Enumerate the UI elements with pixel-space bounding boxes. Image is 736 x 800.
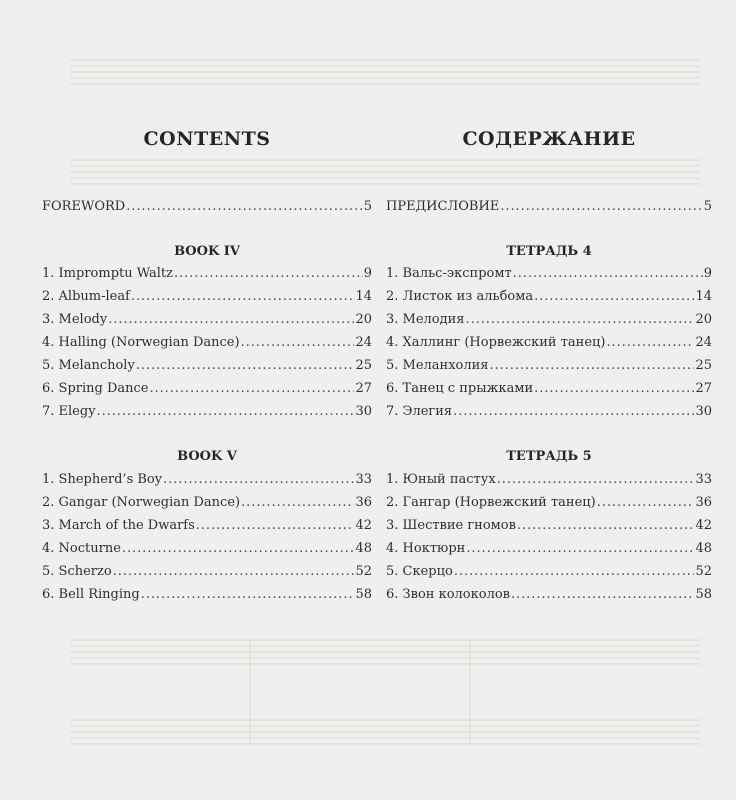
toc-entry[interactable]	[386, 495, 712, 517]
toc-entry[interactable]	[386, 381, 712, 403]
entry-title: 2. Гангар (Норвежский танец)	[386, 495, 596, 510]
entry-title: 3. March of the Dwarfs	[42, 518, 195, 533]
entry-title: 4. Halling (Norwegian Dance)	[42, 335, 240, 350]
entry-title: 1. Юный пастух	[386, 472, 496, 487]
dot-leader	[174, 266, 363, 281]
entry-page: 48	[695, 541, 712, 556]
dot-leader	[513, 266, 703, 281]
entry-title: 5. Меланхолия	[386, 358, 489, 373]
entry-page: 14	[355, 289, 372, 304]
toc-entry[interactable]	[42, 587, 372, 609]
dot-leader	[511, 587, 694, 602]
book-heading: BOOK V	[177, 449, 237, 464]
toc-entry[interactable]	[42, 266, 372, 288]
entry-title: 4. Ноктюрн	[386, 541, 466, 556]
entry-page: 5	[363, 199, 372, 214]
dot-leader	[241, 335, 355, 350]
toc-entry[interactable]	[386, 358, 712, 380]
toc-entry-foreword[interactable]	[386, 199, 712, 221]
dot-leader	[534, 289, 694, 304]
dot-leader	[453, 404, 694, 419]
toc-entry[interactable]	[42, 495, 372, 517]
dot-leader	[136, 358, 355, 373]
dot-leader	[466, 541, 694, 556]
book-heading: BOOK IV	[174, 244, 240, 259]
dot-leader	[466, 312, 695, 327]
contents-title: CONTENTS	[143, 128, 271, 150]
dot-leader	[126, 199, 363, 214]
toc-entry[interactable]	[386, 587, 712, 609]
entry-page: 33	[695, 472, 712, 487]
toc-entry[interactable]	[42, 518, 372, 540]
entry-page: 27	[695, 381, 712, 396]
dot-leader	[606, 335, 694, 350]
entry-title: 1. Impromptu Waltz	[42, 266, 173, 281]
entry-page: 9	[703, 266, 712, 281]
toc-entry[interactable]	[42, 335, 372, 357]
entry-page: 25	[695, 358, 712, 373]
toc-entry[interactable]	[42, 472, 372, 494]
entry-page: 33	[355, 472, 372, 487]
toc-entry[interactable]	[386, 472, 712, 494]
toc-entry[interactable]	[386, 266, 712, 288]
toc-entry[interactable]	[386, 312, 712, 334]
toc-entry[interactable]	[386, 564, 712, 586]
entry-title: 1. Shepherd’s Boy	[42, 472, 163, 487]
dot-leader	[597, 495, 695, 510]
entry-page: 27	[355, 381, 372, 396]
dot-leader	[517, 518, 695, 533]
entry-page: 58	[695, 587, 712, 602]
dot-leader	[131, 289, 355, 304]
book-heading: ТЕТРАДЬ 5	[506, 449, 592, 464]
entry-page: 20	[695, 312, 712, 327]
entry-page: 42	[695, 518, 712, 533]
toc-entry[interactable]	[42, 564, 372, 586]
entry-title: 2. Album-leaf	[42, 289, 130, 304]
entry-title: 6. Spring Dance	[42, 381, 149, 396]
entry-page: 58	[355, 587, 372, 602]
dot-leader	[149, 381, 354, 396]
entry-page: 30	[695, 404, 712, 419]
toc-entry[interactable]	[42, 541, 372, 563]
entry-title: 1. Вальс-экспромт	[386, 266, 512, 281]
dot-leader	[500, 199, 702, 214]
dot-leader	[113, 564, 355, 579]
dot-leader	[534, 381, 694, 396]
entry-title: 7. Elegy	[42, 404, 96, 419]
entry-page: 24	[355, 335, 372, 350]
entry-page: 36	[355, 495, 372, 510]
entry-page: 20	[355, 312, 372, 327]
toc-entry[interactable]	[386, 518, 712, 540]
entry-title: 5. Melancholy	[42, 358, 135, 373]
toc-entry-foreword[interactable]	[42, 199, 372, 221]
contents-title: СОДЕРЖАНИЕ	[462, 128, 636, 150]
entry-page: 52	[695, 564, 712, 579]
entry-title: 5. Scherzo	[42, 564, 112, 579]
toc-entry[interactable]	[386, 404, 712, 426]
entry-title: 6. Bell Ringing	[42, 587, 140, 602]
book-heading: ТЕТРАДЬ 4	[506, 244, 592, 259]
dot-leader	[141, 587, 355, 602]
entry-title: 4. Халлинг (Норвежский танец)	[386, 335, 606, 350]
entry-page: 42	[355, 518, 372, 533]
dot-leader	[122, 541, 355, 556]
entry-page: 30	[355, 404, 372, 419]
entry-title: 3. Шествие гномов	[386, 518, 516, 533]
entry-page: 25	[355, 358, 372, 373]
entry-title: FOREWORD	[42, 199, 126, 214]
entry-title: 3. Мелодия	[386, 312, 465, 327]
entry-title: 7. Элегия	[386, 404, 453, 419]
toc-entry[interactable]	[42, 358, 372, 380]
toc-entry[interactable]	[386, 541, 712, 563]
entry-title: 6. Танец с прыжками	[386, 381, 534, 396]
entry-page: 52	[355, 564, 372, 579]
dot-leader	[163, 472, 354, 487]
toc-entry[interactable]	[386, 289, 712, 311]
entry-page: 5	[703, 199, 712, 214]
toc-entry[interactable]	[386, 335, 712, 357]
entry-title: 2. Листок из альбома	[386, 289, 534, 304]
entry-page: 48	[355, 541, 372, 556]
dot-leader	[241, 495, 354, 510]
entry-title: 4. Nocturne	[42, 541, 121, 556]
entry-title: 5. Скерцо	[386, 564, 453, 579]
entry-page: 24	[695, 335, 712, 350]
entry-title: 3. Melody	[42, 312, 108, 327]
entry-title: 2. Gangar (Norwegian Dance)	[42, 495, 241, 510]
toc-entry[interactable]	[42, 381, 372, 403]
entry-page: 36	[695, 495, 712, 510]
entry-title: ПРЕДИСЛОВИЕ	[386, 199, 500, 214]
dot-leader	[97, 404, 355, 419]
toc-entry[interactable]	[42, 312, 372, 334]
dot-leader	[454, 564, 695, 579]
toc-entry[interactable]	[42, 404, 372, 426]
entry-page: 14	[695, 289, 712, 304]
toc-entry[interactable]	[42, 289, 372, 311]
dot-leader	[497, 472, 695, 487]
entry-page: 9	[363, 266, 372, 281]
dot-leader	[108, 312, 354, 327]
dot-leader	[196, 518, 355, 533]
entry-title: 6. Звон колоколов	[386, 587, 510, 602]
dot-leader	[490, 358, 695, 373]
